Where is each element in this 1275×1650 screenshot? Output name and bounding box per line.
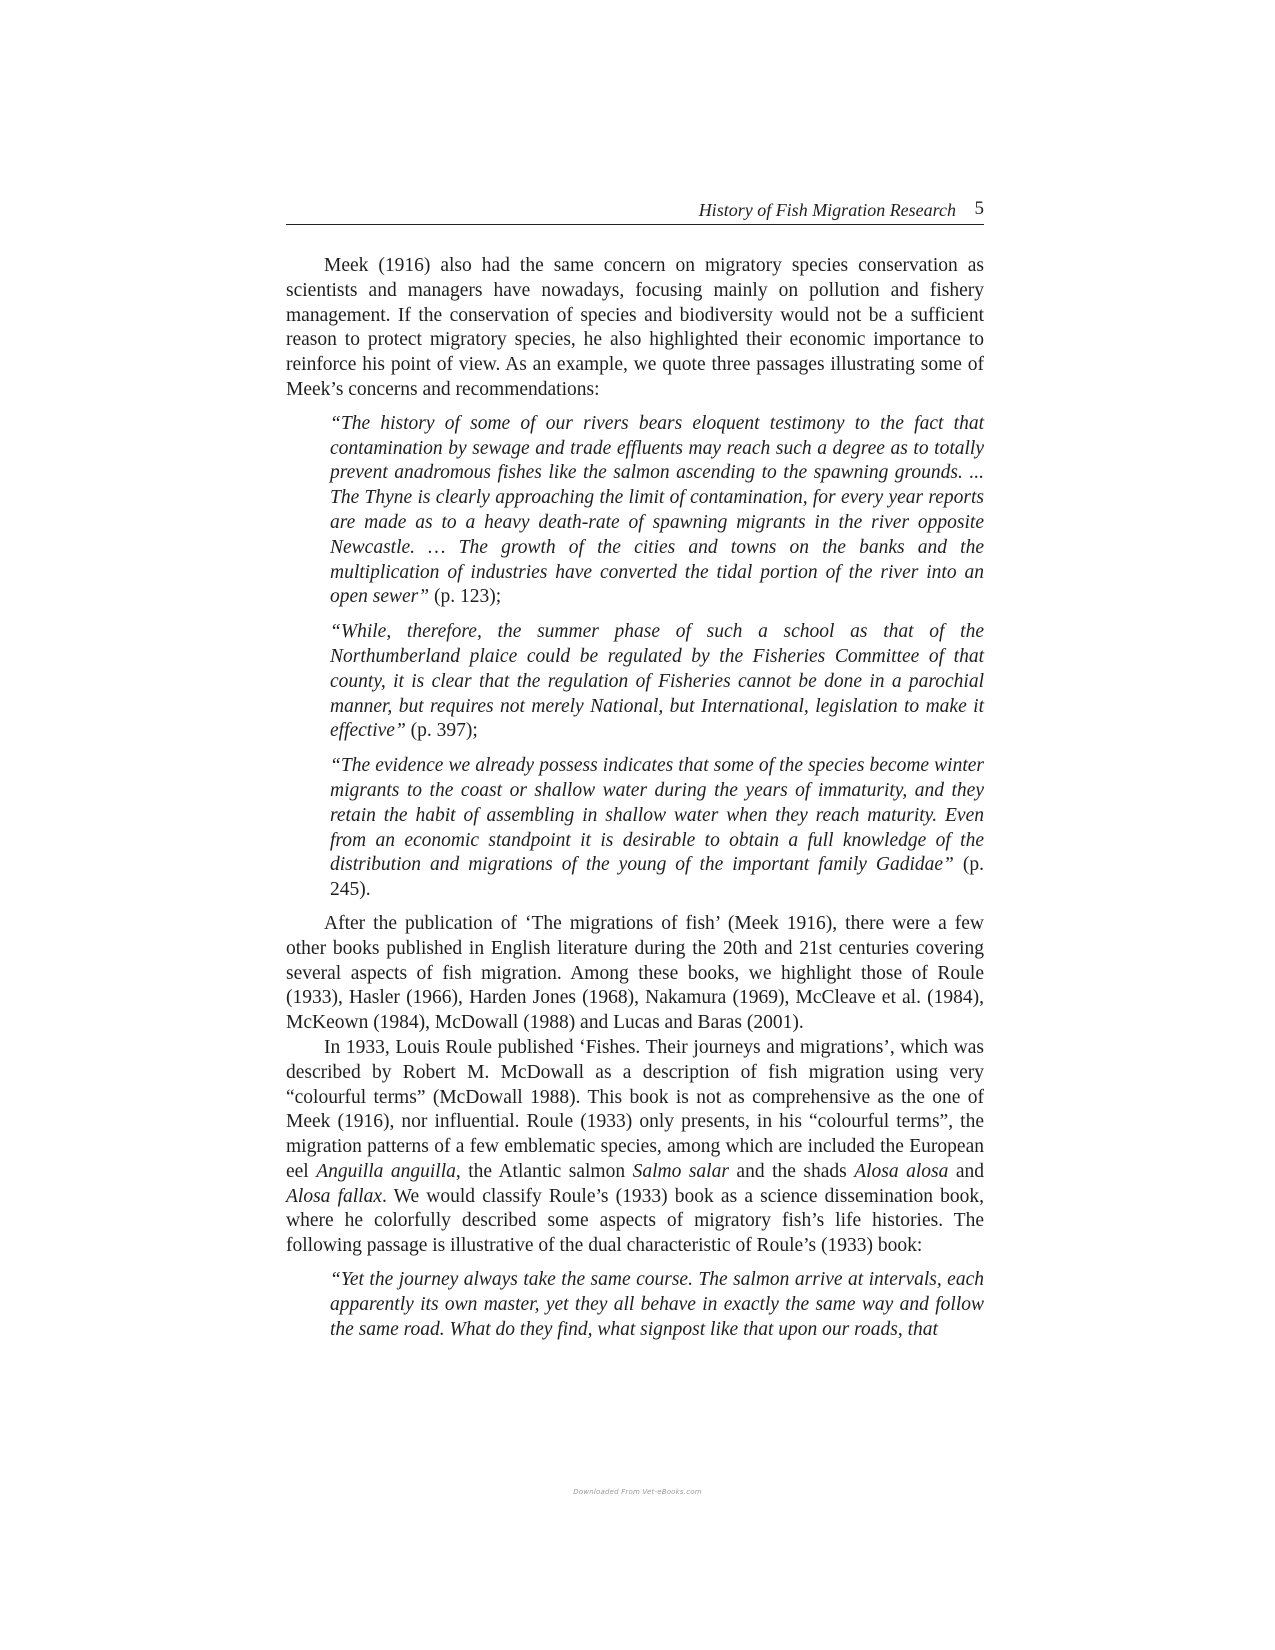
paragraph-other-books: After the publication of ‘The migrations of fish’ (Meek 1916), there were a few other books published in English literature during the 20th and 21st centuries covering several aspects of fish migration. Among these books, we highlight those of Roule (1933), Hasler (1966), Harden Jones (1968), Nakamura (1969), McCleave et al. (1984), McKeown (1984), McDowall (1988) and Lucas and Baras (2001). — [286, 912, 984, 1034]
roule-text-3: and the shads — [728, 1160, 855, 1182]
roule-text-2: , the Atlantic salmon — [455, 1160, 633, 1182]
quote-rivers-contamination — [330, 412, 984, 610]
quote-text: “Yet the journey always take the same course. The salmon arrive at intervals, each apparently its own master, yet they all behave in exactly the same way and follow the same road. What do they find, what signpost like that upon our roads, that — [330, 1269, 984, 1340]
quote-text: “The evidence we already possess indicates that some of the species become winter migrants to the coast or shallow water during the years of immaturity, and they retain the habit of assembling in shallow water when they reach maturity. Even from an economic standpoint it is desirable to obtain a full knowledge of the distribution and migrations of the young of the important family Gadidae” — [330, 755, 984, 876]
species-alosa-alosa: Alosa alosa — [854, 1160, 949, 1182]
paragraph-meek-concern: Meek (1916) also had the same concern on migratory species conservation as scientists and managers have nowadays, focusing mainly on pollution and fishery management. If the conservation of species and biodiversity would not be a sufficient reason to protect migratory species, he also highlighted their economic importance to reinforce his point of view. As an example, we quote three passages illustrating some of Meek’s concerns and recommendations: — [286, 255, 984, 400]
species-salmo: Salmo salar — [632, 1160, 729, 1182]
quote-citation: (p. 123); — [429, 586, 502, 608]
quote-text: “While, therefore, the summer phase of such a school as that of the Northumberland plaice could be regulated by the Fisheries Committee of that county, it is clear that the regulation of Fisheries cannot be done in a parochial manner, but requires not merely National, but International, legislation to make it effective” — [330, 621, 984, 742]
roule-text-1: In 1933, Louis Roule published ‘Fishes. Their journeys and migrations’, which was described by Robert M. McDowall as a description of fish migration using very “colourful terms” (McDowall 1988). This book is not as comprehensive as the one of Meek (1916), nor influential. Roule (1933) only presents, in his “colourful terms”, the migration patterns of a few emblematic species, among which are included the European eel — [286, 1036, 984, 1182]
roule-text-4: and — [948, 1160, 985, 1182]
watermark: Downloaded From Vet-eBooks.com — [573, 1488, 702, 1496]
quote-citation: (p. 397); — [405, 720, 478, 742]
quote-salmon-journey — [330, 1268, 984, 1342]
roule-text-5: . We would classify Roule’s (1933) book as a science dissemination book, where he colorfully described some aspects of migratory fish’s life histories. The following passage is illustrative of the dual characteristic of Roule’s (1933) book: — [286, 1185, 985, 1257]
running-title: History of Fish Migration Research — [698, 200, 956, 220]
quote-winter-migrants — [330, 754, 984, 903]
paragraph-roule — [286, 1036, 984, 1259]
running-header — [286, 199, 984, 225]
body-text — [286, 254, 984, 1342]
species-alosa-fallax: Alosa fallax — [286, 1185, 382, 1207]
species-anguilla: Anguilla anguilla — [316, 1160, 456, 1182]
quote-fisheries-legislation — [330, 620, 984, 744]
quote-citation: (p. 245). — [330, 854, 984, 901]
page-number: 5 — [974, 198, 984, 219]
quote-text: “The history of some of our rivers bears eloquent testimony to the fact that contamination by sewage and trade effluents may reach such a degree as to totally prevent anadromous fishes like the salmon ascending to the spawning grounds. ... The Thyne is clearly approaching the limit of contamination, for every year reports are made as to a heavy death-rate of spawning migrants in the river opposite Newcastle. … The growth of the cities and towns on the banks and the multiplication of industries have converted the tidal portion of the river into an open sewer” — [330, 412, 984, 608]
